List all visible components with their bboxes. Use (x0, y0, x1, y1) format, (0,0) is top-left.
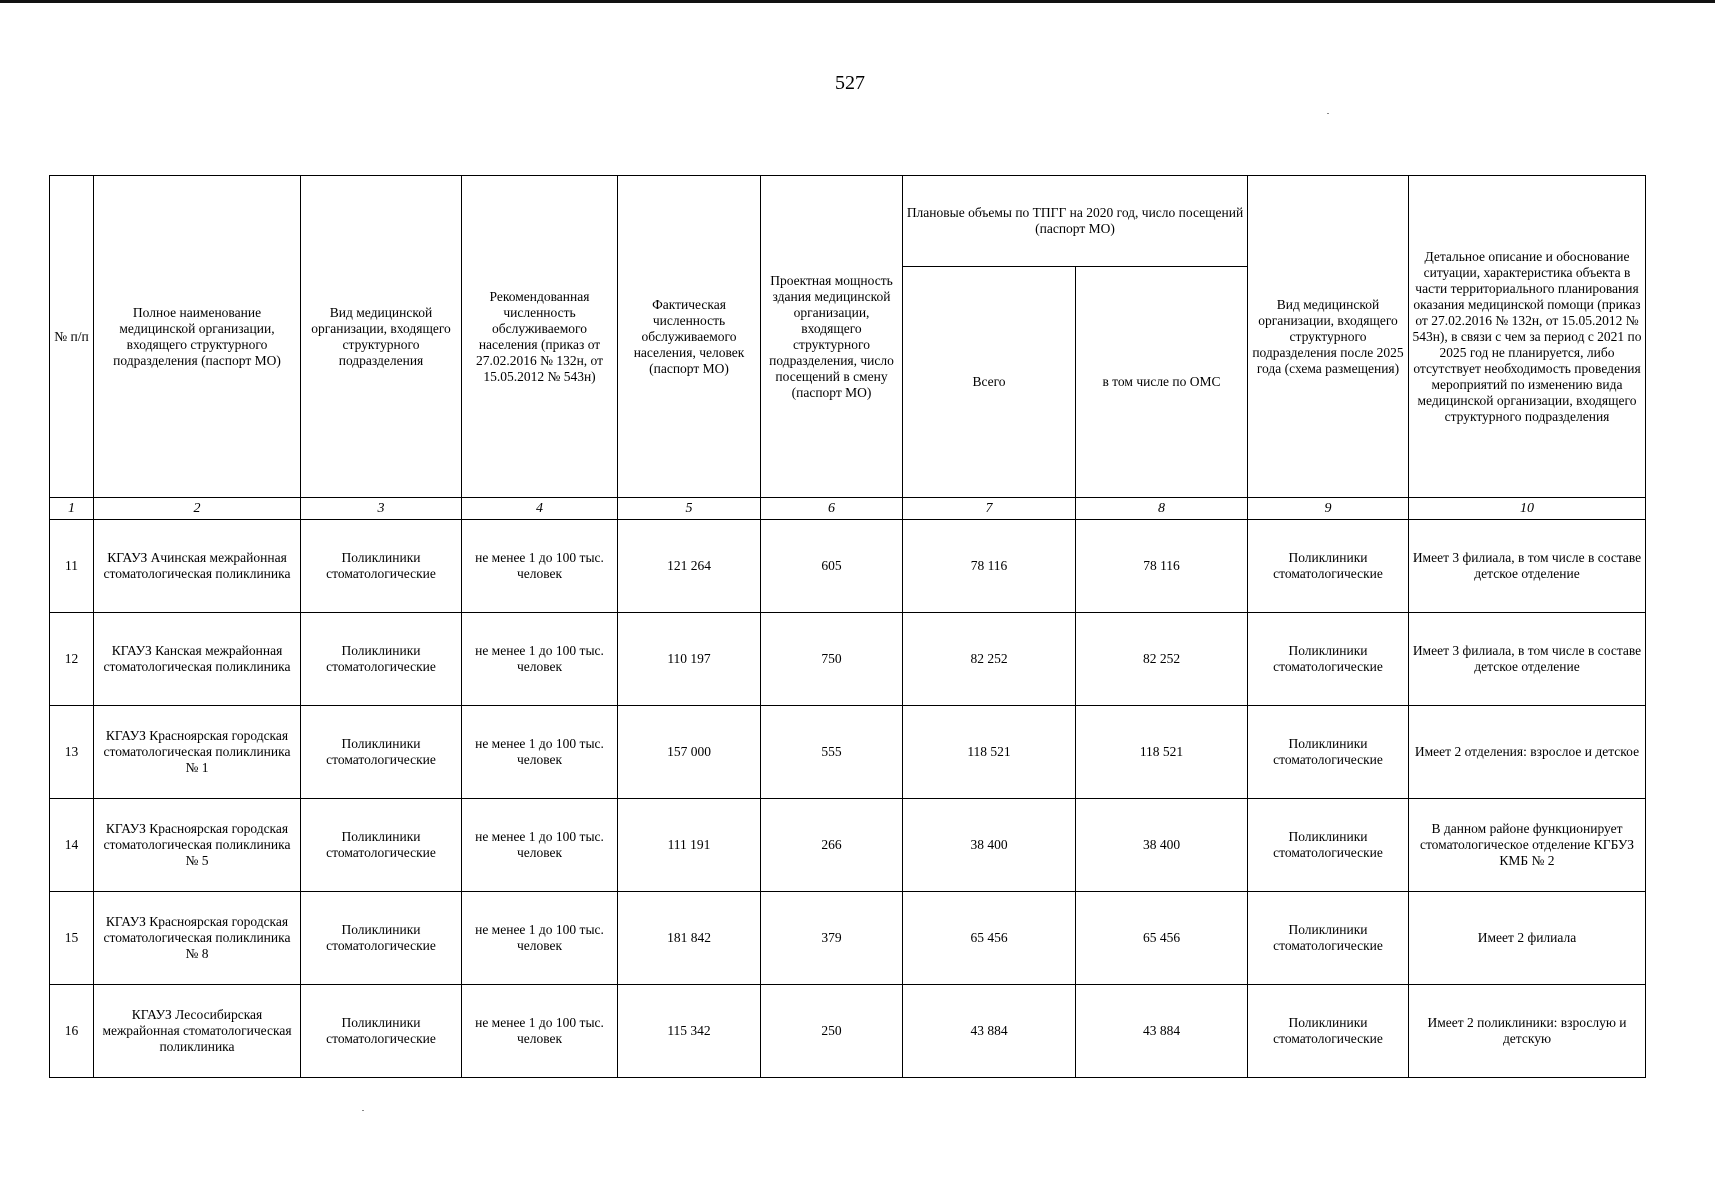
column-number: 4 (462, 498, 618, 520)
header-recommended: Рекомендованная численность обслуживаемого населения (приказ от 27.02.2016 № 132н, от 15.05.2012 № 543н) (462, 176, 618, 498)
column-number: 9 (1248, 498, 1409, 520)
header-planned-group: Плановые объемы по ТПГГ на 2020 год, число посещений (паспорт МО) (903, 176, 1248, 267)
table-row (50, 706, 1646, 799)
description: Имеет 3 филиала, в том числе в составе детское отделение (1409, 613, 1646, 706)
table-row (50, 892, 1646, 985)
column-numbers-row (50, 498, 1646, 520)
header-num: № п/п (50, 176, 94, 498)
scan-speck (362, 1110, 364, 1111)
header-oms: в том числе по ОМС (1076, 267, 1248, 498)
header-capacity: Проектная мощность здания медицинской организации, входящего структурного подразделения, число посещений в смену (паспорт МО) (761, 176, 903, 498)
planned-total: 82 252 (903, 613, 1076, 706)
column-number: 8 (1076, 498, 1248, 520)
page-number: 527 (835, 72, 865, 94)
organization-name: КГАУЗ Красноярская городская стоматологическая поликлиника № 8 (94, 892, 301, 985)
data-table (49, 175, 1646, 1078)
type-after-2025: Поликлиники стоматологические (1248, 892, 1409, 985)
header-name: Полное наименование медицинской организации, входящего структурного подразделения (паспорт МО) (94, 176, 301, 498)
scan-speck (1327, 113, 1329, 114)
table-row (50, 985, 1646, 1078)
row-number: 16 (50, 985, 94, 1078)
organization-type: Поликлиники стоматологические (301, 892, 462, 985)
recommended-population: не менее 1 до 100 тыс. человек (462, 706, 618, 799)
header-type-after: Вид медицинской организации, входящего структурного подразделения после 2025 года (схема размещения) (1248, 176, 1409, 498)
row-number: 11 (50, 520, 94, 613)
column-number: 5 (618, 498, 761, 520)
planned-total: 38 400 (903, 799, 1076, 892)
actual-population: 157 000 (618, 706, 761, 799)
recommended-population: не менее 1 до 100 тыс. человек (462, 520, 618, 613)
planned-oms: 82 252 (1076, 613, 1248, 706)
row-number: 12 (50, 613, 94, 706)
organization-name: КГАУЗ Красноярская городская стоматологическая поликлиника № 1 (94, 706, 301, 799)
actual-population: 121 264 (618, 520, 761, 613)
organization-type: Поликлиники стоматологические (301, 706, 462, 799)
table-row (50, 613, 1646, 706)
row-number: 15 (50, 892, 94, 985)
type-after-2025: Поликлиники стоматологические (1248, 985, 1409, 1078)
recommended-population: не менее 1 до 100 тыс. человек (462, 613, 618, 706)
planned-total: 43 884 (903, 985, 1076, 1078)
actual-population: 110 197 (618, 613, 761, 706)
planned-oms: 118 521 (1076, 706, 1248, 799)
actual-population: 181 842 (618, 892, 761, 985)
header-description: Детальное описание и обоснование ситуации, характеристика объекта в части территориального планирования оказания медицинской помощи (приказ от 27.02.2016 № 132н, от 15.05.2012 № 543н), в связи с чем за период с 2021 по 2025 год не планируется, либо отсутствует необходимость проведения мероприятий по изменению вида медицинской организации, входящего структурного подразделения (1409, 176, 1646, 498)
planned-total: 65 456 (903, 892, 1076, 985)
organization-type: Поликлиники стоматологические (301, 613, 462, 706)
description: Имеет 2 филиала (1409, 892, 1646, 985)
table-row (50, 799, 1646, 892)
design-capacity: 750 (761, 613, 903, 706)
column-number: 3 (301, 498, 462, 520)
type-after-2025: Поликлиники стоматологические (1248, 706, 1409, 799)
planned-oms: 43 884 (1076, 985, 1248, 1078)
design-capacity: 555 (761, 706, 903, 799)
type-after-2025: Поликлиники стоматологические (1248, 520, 1409, 613)
design-capacity: 605 (761, 520, 903, 613)
column-number: 2 (94, 498, 301, 520)
planned-oms: 65 456 (1076, 892, 1248, 985)
design-capacity: 266 (761, 799, 903, 892)
table-row (50, 520, 1646, 613)
recommended-population: не менее 1 до 100 тыс. человек (462, 985, 618, 1078)
description: Имеет 3 филиала, в том числе в составе детское отделение (1409, 520, 1646, 613)
column-number: 1 (50, 498, 94, 520)
description: В данном районе функционирует стоматологическое отделение КГБУЗ КМБ № 2 (1409, 799, 1646, 892)
description: Имеет 2 отделения: взрослое и детское (1409, 706, 1646, 799)
design-capacity: 250 (761, 985, 903, 1078)
planned-total: 78 116 (903, 520, 1076, 613)
column-number: 10 (1409, 498, 1646, 520)
recommended-population: не менее 1 до 100 тыс. человек (462, 799, 618, 892)
header-type: Вид медицинской организации, входящего структурного подразделения (301, 176, 462, 498)
actual-population: 115 342 (618, 985, 761, 1078)
organization-name: КГАУЗ Лесосибирская межрайонная стоматологическая поликлиника (94, 985, 301, 1078)
organization-type: Поликлиники стоматологические (301, 985, 462, 1078)
design-capacity: 379 (761, 892, 903, 985)
row-number: 13 (50, 706, 94, 799)
header-actual: Фактическая численность обслуживаемого населения, человек (паспорт МО) (618, 176, 761, 498)
planned-oms: 38 400 (1076, 799, 1248, 892)
recommended-population: не менее 1 до 100 тыс. человек (462, 892, 618, 985)
organization-type: Поликлиники стоматологические (301, 799, 462, 892)
organization-name: КГАУЗ Красноярская городская стоматологическая поликлиника № 5 (94, 799, 301, 892)
planned-total: 118 521 (903, 706, 1076, 799)
column-number: 6 (761, 498, 903, 520)
description: Имеет 2 поликлиники: взрослую и детскую (1409, 985, 1646, 1078)
row-number: 14 (50, 799, 94, 892)
organization-type: Поликлиники стоматологические (301, 520, 462, 613)
type-after-2025: Поликлиники стоматологические (1248, 799, 1409, 892)
header-total: Всего (903, 267, 1076, 498)
planned-oms: 78 116 (1076, 520, 1248, 613)
type-after-2025: Поликлиники стоматологические (1248, 613, 1409, 706)
top-border-line (0, 0, 1715, 3)
column-number: 7 (903, 498, 1076, 520)
organization-name: КГАУЗ Канская межрайонная стоматологическая поликлиника (94, 613, 301, 706)
actual-population: 111 191 (618, 799, 761, 892)
organization-name: КГАУЗ Ачинская межрайонная стоматологическая поликлиника (94, 520, 301, 613)
